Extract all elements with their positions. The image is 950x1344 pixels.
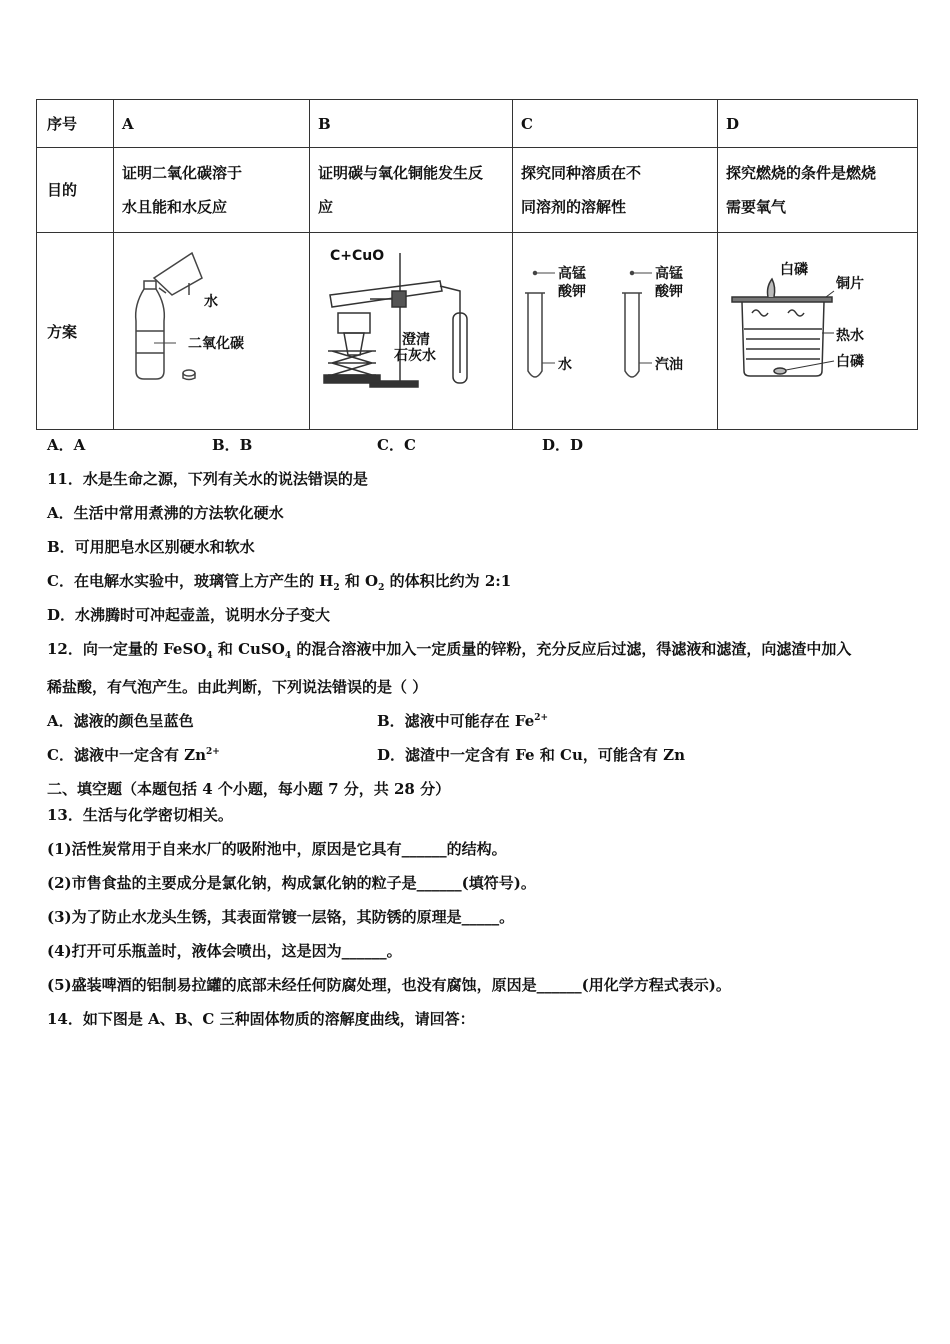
purpose-a: 证明二氧化碳溶于 水且能和水反应 [114,148,310,233]
header-b: B [310,100,513,148]
q11-option-a: A．生活中常用煮沸的方法软化硬水 [47,504,284,522]
label-limewater-2: 石灰水 [394,348,436,364]
figure-c [513,233,718,430]
q12-option-b: B．滤液中可能存在 $Fe^{2+}$ [377,712,549,730]
combustion-beaker-diagram [718,233,918,429]
q13-part-5: (5)盛装啤酒的铝制易拉罐的底部未经任何防腐处理，也没有腐蚀，原因是______(用化学方程式表示)。 [47,976,731,994]
label-co2: 二氧化碳 [188,336,244,352]
header-a: A [114,100,310,148]
purpose-label: 目的 [37,148,114,233]
q14-stem: 14．如下图是 A、B、C 三种固体物质的溶解度曲线，请回答： [47,1010,475,1028]
plan-label: 方案 [37,233,114,430]
q11-stem: 11．水是生命之源，下列有关水的说法错误的是 [47,470,368,488]
label-kmno4-c2-line2: 酸钾 [655,284,683,300]
co2-bottle-diagram [114,233,310,429]
label-limewater-1: 澄清 [402,332,430,348]
experiment-table [36,99,918,430]
q11-option-c: C．在电解水实验中，玻璃管上方产生的 $H_2$ 和 $O_2$ 的体积比约为 2:1 [47,572,512,593]
figure-d [718,233,918,430]
label-gasoline: 汽油 [655,357,683,373]
label-c-cuo: C+CuO [330,248,385,264]
purpose-row [37,148,918,233]
choice-a: A．A [47,436,86,454]
choice-d: D．D [542,436,584,454]
header-c: C [513,100,718,148]
q12-option-a: A．滤液的颜色呈蓝色 [47,712,194,730]
q12-stem-line2: 稀盐酸，有气泡产生。由此判断，下列说法错误的是（ ） [47,678,428,696]
choice-b: B．B [212,436,253,454]
label-kmno4-c1-line2: 酸钾 [558,284,586,300]
q13-part-2: (2)市售食盐的主要成分是氯化钠，构成氯化钠的粒子是______(填符号)。 [47,874,536,892]
q13-part-1: (1)活性炭常用于自来水厂的吸附池中，原因是它具有______的结构。 [47,840,507,858]
section-2-heading: 二、填空题（本题包括 4 个小题，每小题 7 分，共 28 分） [47,780,451,798]
plan-row [37,233,918,430]
label-copper-sheet: 铜片 [836,276,864,292]
q12-option-c: C．滤液中一定含有 $Zn^{2+}$ [47,746,220,764]
q13-part-3: (3)为了防止水龙头生锈，其表面常镀一层铬，其防锈的原理是_____。 [47,908,515,926]
label-kmno4-c1-line1: 高锰 [558,266,586,282]
purpose-b: 证明碳与氧化铜能发生反 应 [310,148,513,233]
label-kmno4-c2-line1: 高锰 [655,266,683,282]
figure-b [310,233,513,430]
q12-stem-line1: 12．向一定量的 FeSO$_4$ 和 CuSO$_4$ 的混合溶液中加入一定质量的锌粉，充分反应后过滤，得滤液和滤渣，向滤渣中加入 [47,640,852,661]
q11-option-d: D．水沸腾时可冲起壶盖，说明水分子变大 [47,606,331,624]
q12-option-d: D．滤渣中一定含有 Fe 和 Cu，可能含有 Zn [377,746,685,764]
purpose-c: 探究同种溶质在不 同溶剂的溶解性 [513,148,718,233]
purpose-d: 探究燃烧的条件是燃烧 需要氧气 [718,148,918,233]
header-d: D [718,100,918,148]
header-index: 序号 [37,100,114,148]
header-row [37,100,918,148]
choice-c: C．C [377,436,416,454]
label-hot-water: 热水 [836,328,864,344]
figure-a [114,233,310,430]
label-water-c: 水 [558,357,572,373]
solubility-test-tubes [513,233,718,429]
label-water-a: 水 [204,294,218,310]
q13-part-4: (4)打开可乐瓶盖时，液体会喷出，这是因为______。 [47,942,402,960]
label-white-phosphorus-bottom: 白磷 [836,354,864,370]
q11-option-b: B．可用肥皂水区别硬水和软水 [47,538,255,556]
label-white-phosphorus-top: 白磷 [780,262,808,278]
q13-stem: 13．生活与化学密切相关。 [47,806,233,824]
